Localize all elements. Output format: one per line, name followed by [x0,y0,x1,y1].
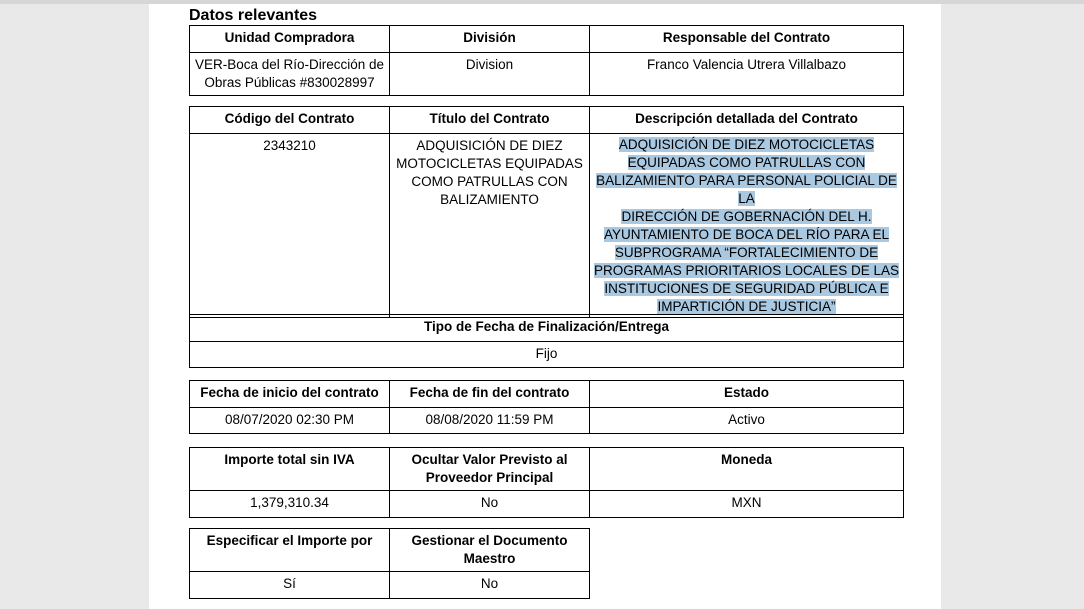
cell-titulo [390,134,590,318]
header-responsable: Responsable del Contrato [590,26,904,53]
descripcion-line-selected[interactable]: PROGRAMAS PRIORITARIOS LOCALES DE LAS [593,263,900,278]
titulo-line: COMO PATRULLAS CON [411,174,568,189]
table-fechas [189,380,904,434]
header-descripcion: Descripción detallada del Contrato [590,107,904,134]
cell-codigo: 2343210 [190,134,390,318]
cell-fecha-fin: 08/08/2020 11:59 PM [390,408,590,434]
table-contrato [189,106,904,318]
descripcion-line-selected[interactable]: IMPARTICIÓN DE JUSTICIA” [657,299,836,314]
header-tipo-fecha: Tipo de Fecha de Finalización/Entrega [190,315,904,342]
descripcion-line-selected[interactable]: INSTITUCIONES DE SEGURIDAD PÚBLICA E [604,281,889,296]
header-fecha-inicio: Fecha de inicio del contrato [190,381,390,408]
header-titulo: Título del Contrato [390,107,590,134]
header-especificar-importe: Especificar el Importe por [190,529,390,572]
unidad-line-2: Obras Públicas #830028997 [204,75,375,90]
cell-moneda: MXN [590,491,904,518]
titulo-line: MOTOCICLETAS EQUIPADAS [396,156,583,171]
descripcion-line-selected[interactable]: AYUNTAMIENTO DE BOCA DEL RÍO PARA EL [603,227,890,242]
ocultar-line-2: Proveedor Principal [425,470,554,485]
descripcion-line-selected[interactable]: ADQUISICIÓN DE DIEZ MOTOCICLETAS [618,137,875,152]
cell-tipo-fecha: Fijo [190,342,904,368]
titulo-line: BALIZAMIENTO [440,192,539,207]
titulo-line: ADQUISICIÓN DE DIEZ [416,138,563,153]
cell-gestionar-documento: No [390,572,590,599]
header-unidad-compradora: Unidad Compradora [190,26,390,53]
header-estado: Estado [590,381,904,408]
cell-descripcion[interactable] [590,134,904,318]
gestionar-line-1: Gestionar el Documento [411,533,568,548]
header-importe: Importe total sin IVA [190,448,390,491]
cell-ocultar-valor: No [390,491,590,518]
header-moneda: Moneda [590,448,904,491]
table-importe [189,447,904,518]
cell-especificar-importe: Sí [190,572,390,599]
header-codigo: Código del Contrato [190,107,390,134]
descripcion-line-selected[interactable]: BALIZAMIENTO PARA PERSONAL POLICIAL DE LA [596,173,897,206]
cell-unidad-compradora [190,53,390,96]
header-ocultar-valor [390,448,590,491]
descripcion-line-selected[interactable]: DIRECCIÓN DE GOBERNACIÓN DEL H. [621,209,872,224]
unidad-line-1: VER-Boca del Río-Dirección de [194,57,385,72]
header-division: División [390,26,590,53]
cell-estado: Activo [590,408,904,434]
descripcion-line-selected[interactable]: SUBPROGRAMA “FORTALECIMIENTO DE [614,245,879,260]
table-especificar [189,528,590,599]
gestionar-line-2: Maestro [463,551,516,566]
cell-importe: 1,379,310.34 [190,491,390,518]
descripcion-line-selected[interactable]: EQUIPADAS COMO PATRULLAS CON [627,155,866,170]
cell-fecha-inicio: 08/07/2020 02:30 PM [190,408,390,434]
header-gestionar-documento [390,529,590,572]
header-fecha-fin: Fecha de fin del contrato [390,381,590,408]
cell-division: Division [390,53,590,96]
section-title: Datos relevantes [189,7,318,24]
document-page [149,4,941,609]
table-unidad [189,25,904,96]
table-tipo-fecha [189,314,904,368]
ocultar-line-1: Ocultar Valor Previsto al [411,452,568,467]
cell-responsable: Franco Valencia Utrera Villalbazo [590,53,904,96]
